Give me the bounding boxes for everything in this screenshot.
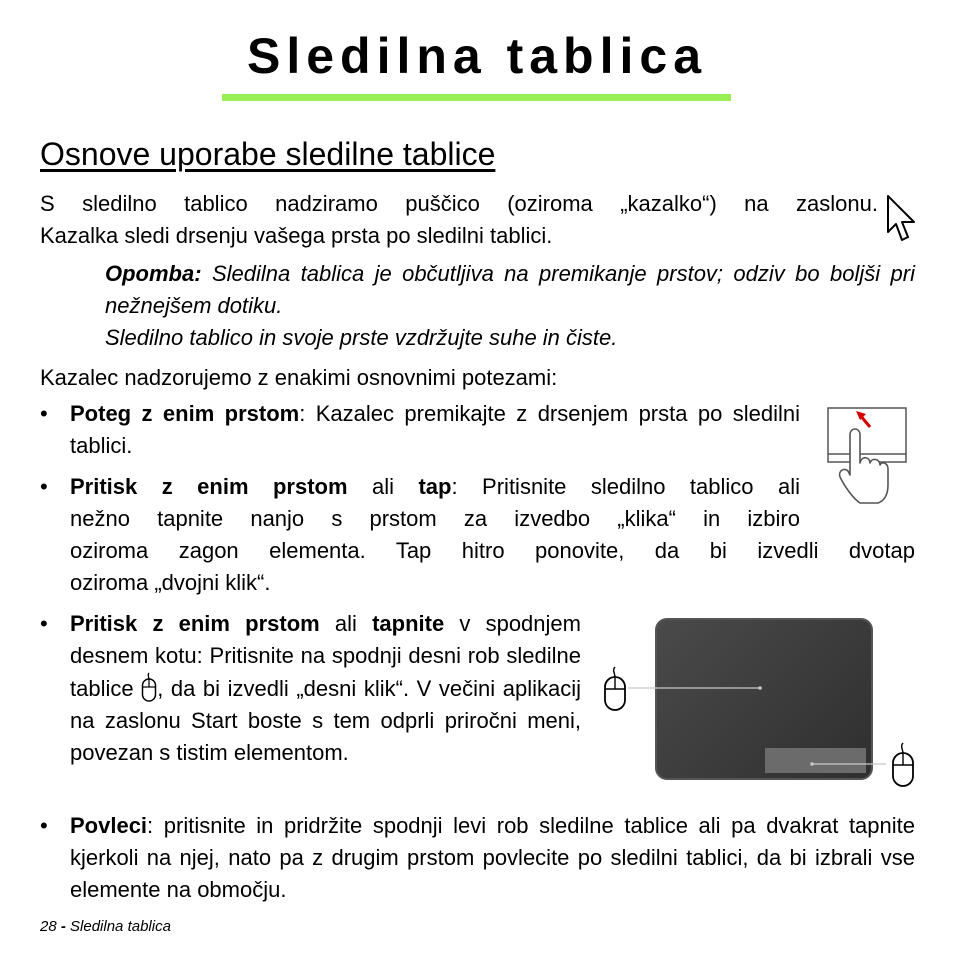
bullet-drag-text: : pritisnite in pridržite spodnji levi rob sledilne tablice ali pa dvakrat tapnite kjerkoli na njej, nato pa z drugim prstom povlecite po sledilni tablici, da bi izbrali vse elemente na območju. (70, 813, 915, 902)
finger-swipe-icon (826, 405, 910, 507)
touchpad-callout-lines (600, 616, 920, 792)
note-text-1: Sledilna tablica je občutljiva na premikanje prstov; odziv bo boljši pri nežnejšem dotiku. (105, 261, 915, 318)
right-click-mouse-icon (891, 742, 915, 788)
note-label: Opomba: (105, 261, 202, 286)
page-footer (40, 917, 171, 937)
bullet-tap-text-start: : Pritisnite sledilno tablico ali (451, 474, 800, 499)
bullet-drag-term: Povleci (70, 813, 148, 838)
note-paragraph (105, 258, 915, 322)
bullet-right-click-mid: ali (319, 611, 373, 636)
bullet-tap-line-4: oziroma „dvojni klik“. (70, 570, 271, 595)
bullet-right-click-text-1: v spodnjem desnem kotu: Pritisnite na spodnji desni rob sledilne tablice (70, 611, 581, 701)
note-paragraph-2: Sledilno tablico in svoje prste vzdržujte suhe in čiste. (105, 325, 618, 350)
section-heading: Osnove uporabe sledilne tablice (40, 136, 496, 172)
gestures-intro: Kazalec nadzorujemo z enakimi osnovnimi potezami: (40, 365, 558, 390)
bullet-tap-term: Pritisk z enim prstom (70, 474, 348, 499)
bullet-tap-line-1 (70, 471, 800, 503)
intro-line-2: Kazalka sledi drsenju vašega prsta po sledilni tablici. (40, 223, 553, 248)
bullet-mark: • (40, 401, 48, 426)
bullet-swipe-text: : Kazalec premikajte z drsenjem prsta po sledilni tablici. (70, 401, 801, 458)
page-title: Sledilna tablica (246, 28, 707, 84)
intro-line-1: S sledilno tablico nadziramo puščico (oziroma „kazalko“) na zaslonu. (40, 191, 878, 216)
bullet-right-click-text-2: , da bi izvedli „desni klik“. V večini aplikacij na zaslonu Start boste s tem odprli priročni meni, povezan s tistim elementom. (70, 676, 581, 765)
bullet-right-click (70, 608, 581, 769)
bullet-tap-mid: ali (347, 474, 419, 499)
bullet-swipe-term: Poteg z enim prstom (70, 401, 300, 426)
bullet-mark: • (40, 611, 48, 636)
touchpad-illustration (600, 616, 920, 792)
right-click-mouse-icon (141, 672, 157, 702)
bullet-mark: • (40, 474, 48, 499)
footer-label: Sledilna tablica (70, 918, 171, 935)
left-click-mouse-icon (603, 666, 627, 712)
bullet-right-click-term: Pritisk z enim prstom (70, 611, 320, 636)
bullet-tap-line-2: nežno tapnite nanjo s prstom za izvedbo „klika“ in izbiro (70, 506, 800, 531)
bullet-swipe (70, 398, 800, 462)
bullet-tap-line-3: oziroma zagon elementa. Tap hitro ponovite, da bi izvedli dvotap (70, 538, 915, 563)
bullet-tap-term-2: tap (418, 474, 452, 499)
title-underline (222, 94, 731, 101)
page-number: 28 (40, 918, 57, 935)
bullet-mark: • (40, 813, 48, 838)
bullet-right-click-term-2: tapnite (372, 611, 445, 636)
bullet-drag (70, 810, 915, 906)
pointer-arrow-icon (884, 194, 918, 244)
footer-separator: - (56, 918, 71, 935)
